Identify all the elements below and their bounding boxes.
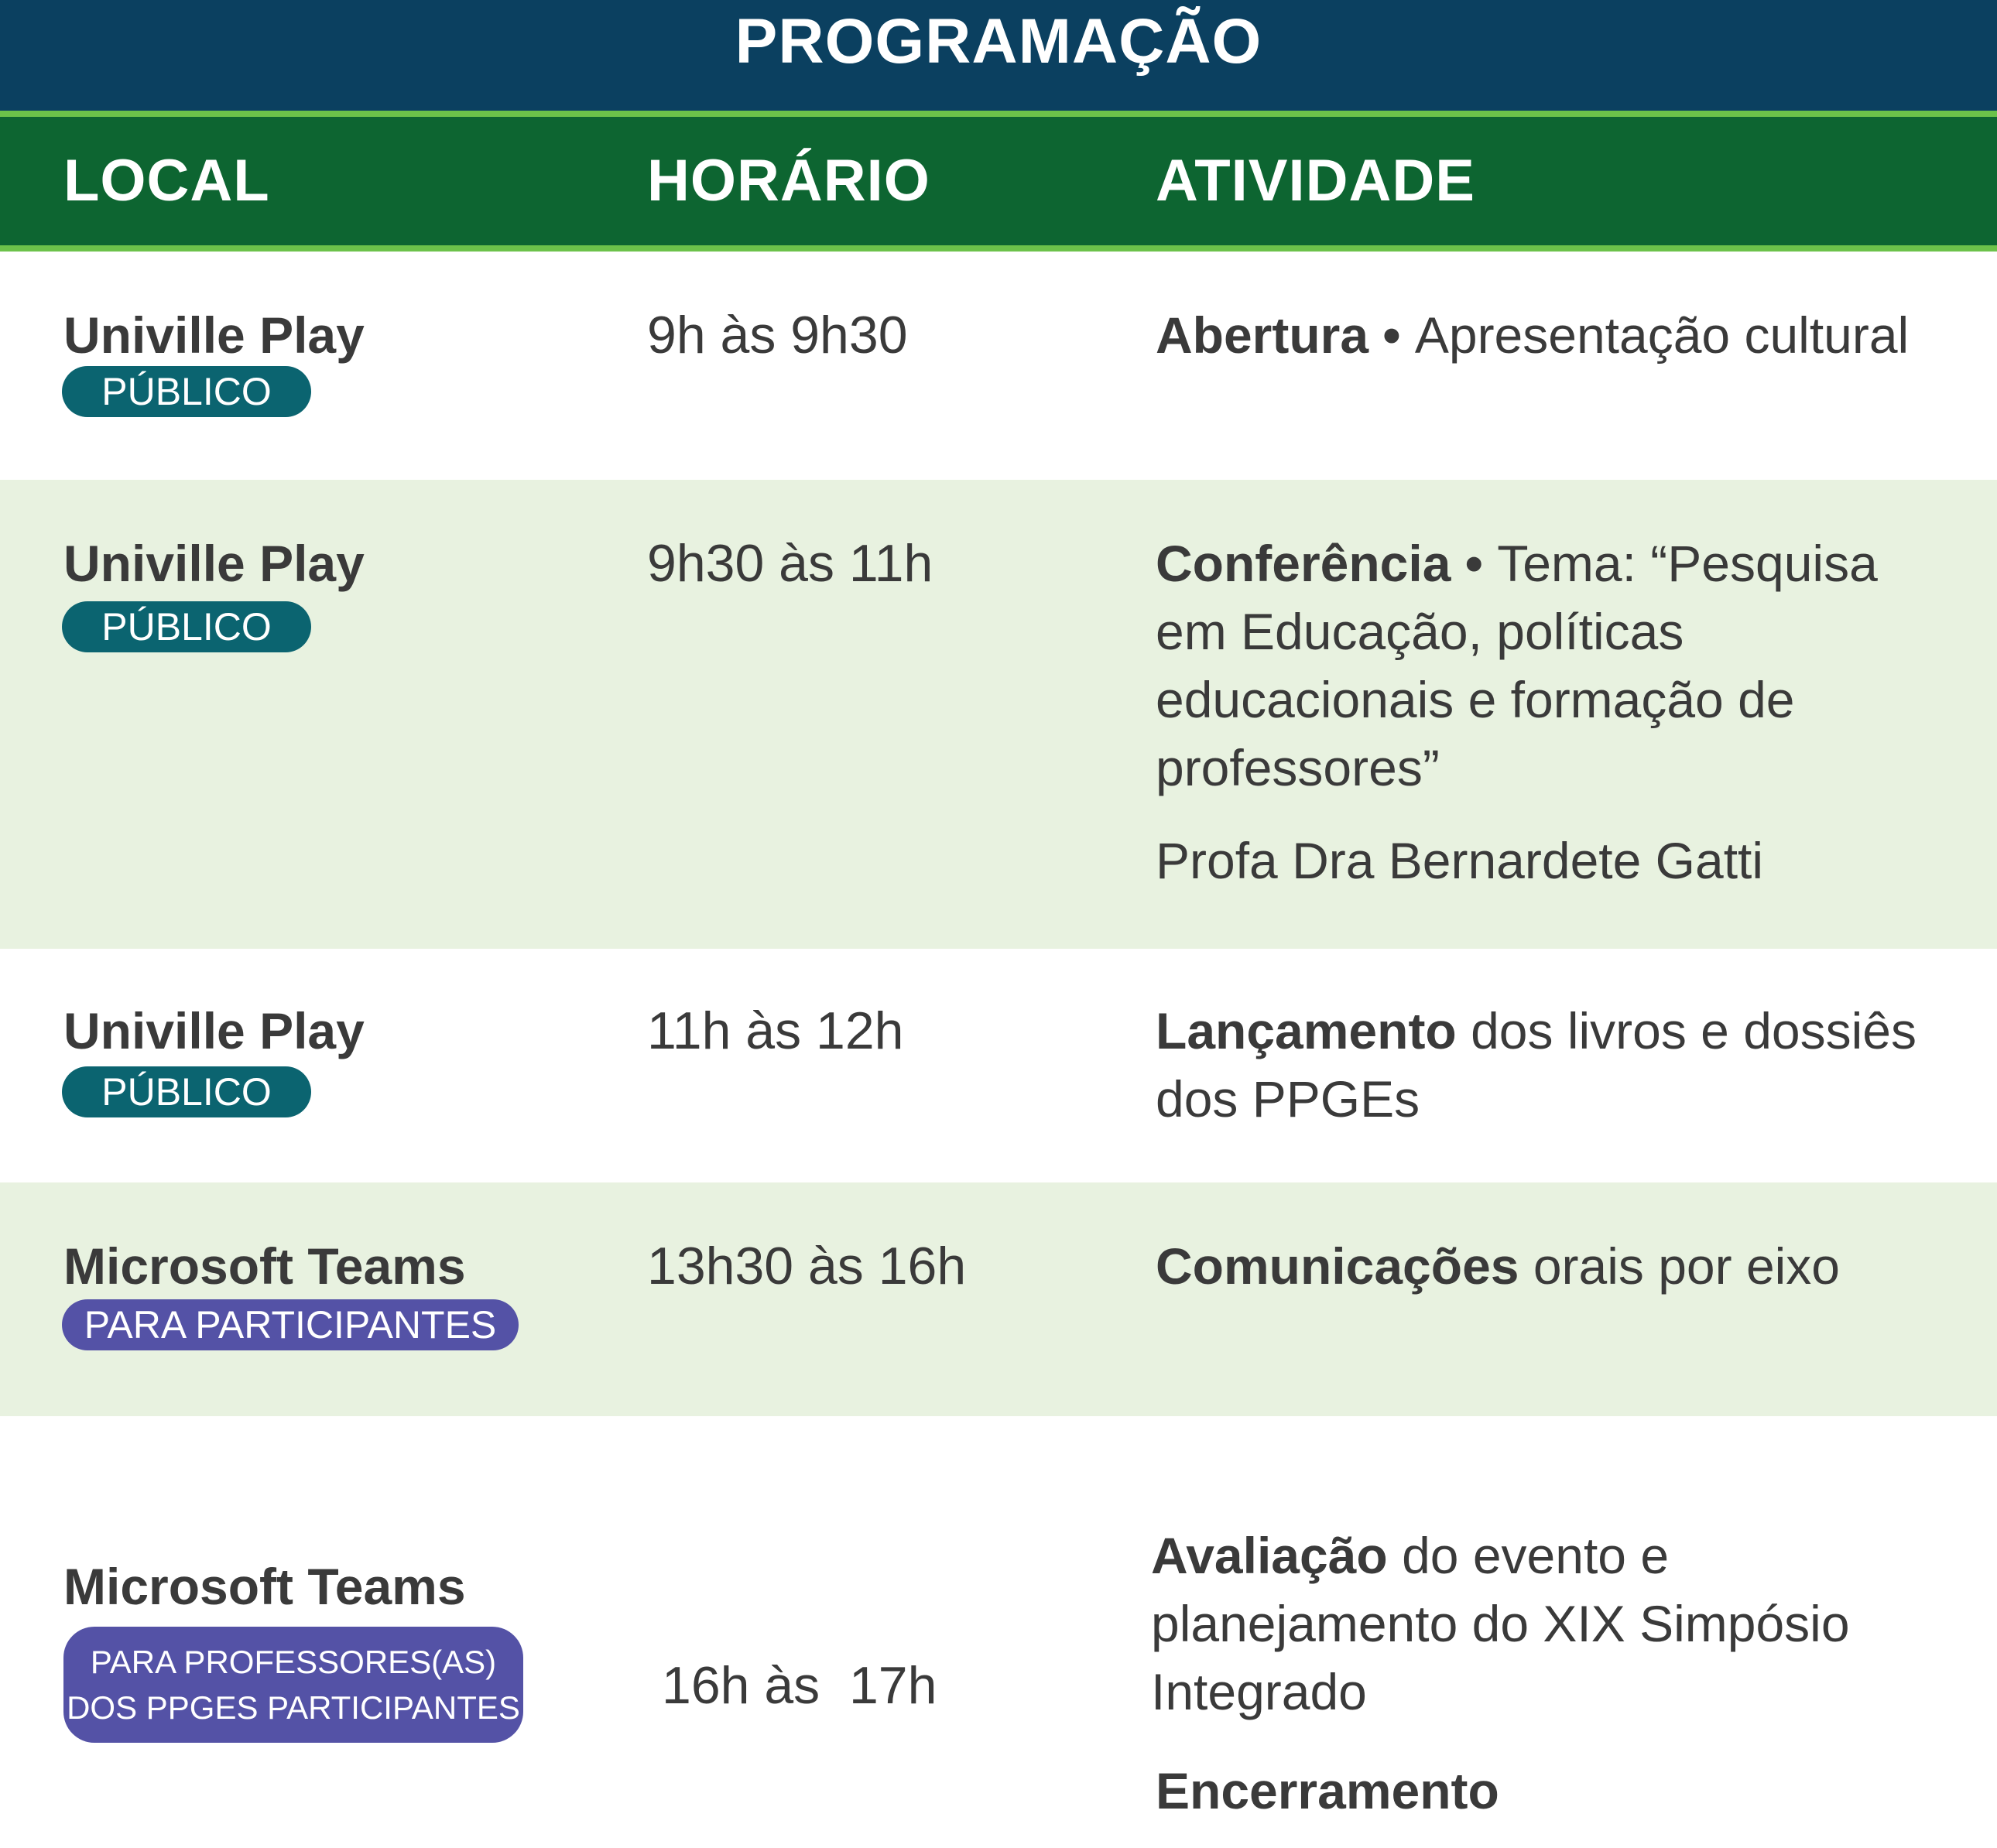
local-name: Univille Play [63, 535, 365, 592]
activity [1151, 1521, 1971, 1726]
table-row [0, 480, 1997, 949]
activity-description: do evento e planejamento do XIX Simpósio Integrado [1151, 1527, 1850, 1720]
audience-badge: PÚBLICO [62, 366, 311, 417]
activity-title: Comunicações [1156, 1237, 1519, 1295]
activity-separator: • [1368, 306, 1415, 364]
activity-title: Avaliação [1151, 1527, 1388, 1584]
local-name: Microsoft Teams [63, 1558, 466, 1615]
audience-badge-line: DOS PPGES PARTICIPANTES [67, 1689, 520, 1726]
activity [1156, 301, 1961, 369]
activity-description: Tema: “Pesquisa em Educação, políticas educacionais e formação de professores” [1156, 535, 1878, 796]
activity-separator: • [1451, 535, 1498, 592]
audience-badge: PÚBLICO [62, 601, 311, 652]
time-range: 9h30 às 11h [647, 534, 933, 593]
table-row [0, 252, 1997, 480]
audience-badge: PARA PARTICIPANTES [62, 1299, 519, 1350]
local-name: Univille Play [63, 1002, 365, 1059]
activity [1156, 1232, 1976, 1300]
title-bar [0, 0, 1997, 111]
time-range: 11h às 12h [647, 1001, 904, 1060]
table-row [0, 1182, 1997, 1416]
activity-description: Apresentação cultural [1414, 306, 1910, 364]
speaker-name: Profa Dra Bernardete Gatti [1156, 832, 1764, 889]
time-range: 16h às 17h [662, 1656, 937, 1715]
table-row [0, 949, 1997, 1182]
activity-title: Lançamento [1156, 1002, 1457, 1059]
activity-title: Abertura [1156, 306, 1369, 364]
time-range: 13h30 às 16h [647, 1237, 967, 1295]
audience-badge: PÚBLICO [62, 1066, 311, 1117]
audience-badge [63, 1627, 523, 1743]
time-range: 9h às 9h30 [647, 306, 908, 364]
column-header-local: LOCAL [63, 148, 270, 214]
column-header-horario: HORÁRIO [647, 148, 930, 214]
local-name: Microsoft Teams [63, 1237, 466, 1295]
closing-label: Encerramento [1156, 1762, 1499, 1819]
activity-description: dos livros e dossiês dos PPGEs [1156, 1002, 1917, 1128]
activity [1156, 529, 1961, 895]
local-name: Univille Play [63, 306, 365, 364]
activity-description: orais por eixo [1519, 1237, 1841, 1295]
activity-title: Conferência [1156, 535, 1451, 592]
column-header-atividade: ATIVIDADE [1156, 148, 1475, 214]
audience-badge-line: PARA PROFESSORES(AS) [90, 1644, 497, 1680]
table-header [0, 111, 1997, 252]
page-title: PROGRAMAÇÃO [735, 6, 1262, 77]
table-row [0, 1416, 1997, 1848]
activity [1156, 997, 1961, 1133]
